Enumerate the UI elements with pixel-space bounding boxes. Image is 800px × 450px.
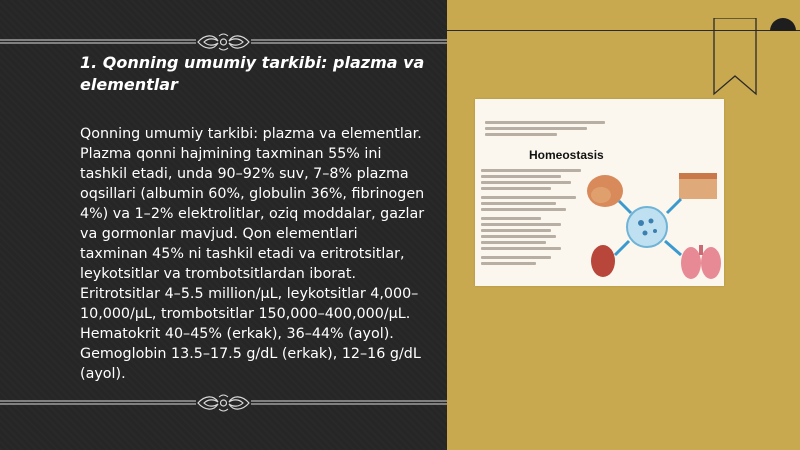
bookmark-ribbon-icon bbox=[712, 18, 758, 102]
flourish-divider-icon bbox=[0, 33, 447, 51]
organ-illustration bbox=[583, 163, 721, 286]
flourish-divider-icon bbox=[0, 394, 447, 412]
faded-text-lines bbox=[485, 121, 605, 139]
half-circle-icon bbox=[770, 18, 800, 42]
homeostasis-figure bbox=[475, 99, 724, 286]
figure-caption-lines bbox=[481, 169, 581, 268]
figure-heading: Homeostasis bbox=[529, 148, 604, 162]
slide-body-text: Qonning umumiy tarkibi: plazma va elementlar. Plazma qonni hajmining taxminan 55% ini tashkil etadi, unda 90–92% suv, 7–8% plazma oqsillari (albumin 60%, globulin 36%, fibrinogen 4%) va 1–2% elektrolitlar, oziq moddalar, gazlar va gormonlar mavjud. Qon elementlari taxminan 45% ni tashkil etadi va eritrotsitlar, leykotsitlar va trombotsitlardan iborat. Eritrotsitlar 4–5.5 million/μL, leykotsitlar 4,000–10,000/μL, trombotsitlar 150,000–400,000/μL. Hematokrit 40–45% (erkak), 36–44% (ayol). Gemoglobin 13.5–17.5 g/dL (erkak), 12–16 g/dL (ayol). bbox=[80, 126, 425, 382]
slide-title: 1. Qonning umumiy tarkibi: plazma va elementlar bbox=[80, 53, 425, 94]
